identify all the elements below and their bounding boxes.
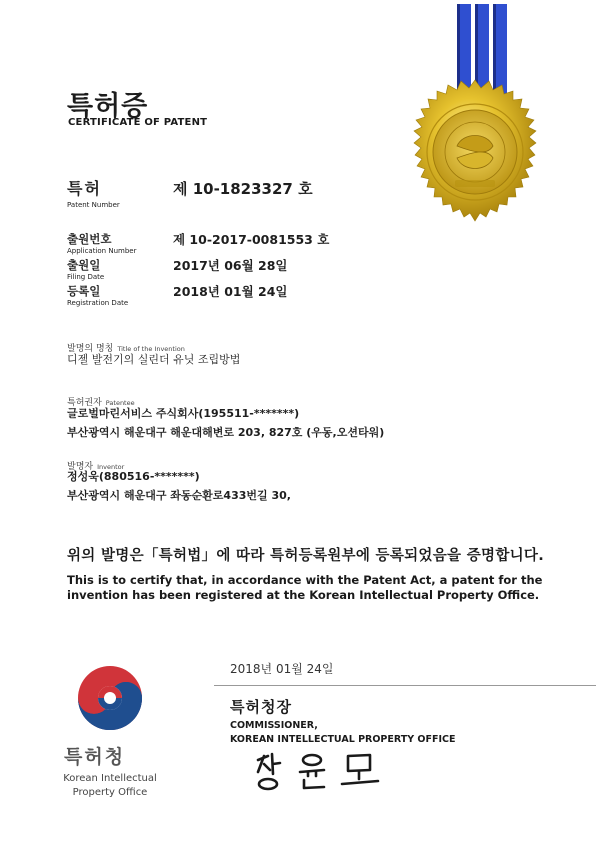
- application-number-value: 제 10-2017-0081553 호: [173, 232, 330, 247]
- invention-title-label-en: Title of the Invention: [117, 345, 185, 353]
- patent-number-label-ko: 특허: [67, 179, 102, 198]
- invention-title-label-ko: 발명의 명칭: [67, 344, 114, 354]
- filing-date-label-en: Filing Date: [67, 273, 105, 281]
- invention-title-value: 디젤 발전기의 실린더 유닛 조립방법: [67, 353, 241, 366]
- office-name-en: Korean Intellectual Property Office: [63, 773, 157, 798]
- inventor-address: 부산광역시 해운대구 좌동순환로433번길 30,: [67, 489, 291, 502]
- filing-date-label-ko: 출원일: [67, 258, 101, 272]
- application-number-label-en: Application Number: [67, 247, 137, 255]
- application-number-label: [67, 231, 136, 255]
- filing-date-label: [67, 257, 104, 281]
- gold-seal-with-ribbon-icon: [395, 0, 555, 235]
- commissioner-title-en-line1: COMMISSIONER,: [230, 720, 318, 731]
- patentee-name: 글로벌마린서비스 주식회사(195511-*******): [67, 407, 300, 420]
- commissioner-title-en-line2: KOREAN INTELLECTUAL PROPERTY OFFICE: [230, 734, 456, 745]
- patentee-address: 부산광역시 해운대구 해운대해변로 203, 827호 (우동,오션타워): [67, 426, 385, 439]
- signature-divider: [214, 685, 596, 686]
- patent-number-label-en: Patent Number: [67, 201, 120, 209]
- patent-number-label: [67, 176, 120, 209]
- kipo-logo-icon: [76, 664, 144, 732]
- registration-date-label: [67, 283, 128, 307]
- patentee-label-en: Patentee: [105, 399, 135, 407]
- patent-number-value: 제 10-1823327 호: [173, 180, 313, 198]
- inventor-name: 정성욱(880516-*******): [67, 470, 200, 483]
- commissioner-title-en: [230, 719, 455, 747]
- office-name-ko: 특허청: [64, 746, 126, 768]
- inventor-label-ko: 발명자: [67, 462, 94, 472]
- registration-date-label-ko: 등록일: [67, 284, 101, 298]
- registration-date-value: 2018년 01월 24일: [173, 284, 288, 299]
- registration-date-label-en: Registration Date: [67, 299, 129, 307]
- application-number-label-ko: 출원번호: [67, 232, 112, 246]
- certification-statement-en: This is to certify that, in accordance with the Patent Act, a patent for the invention has been registered at the Korean Intellectual Property Office.: [67, 573, 543, 602]
- certificate-title-en: CERTIFICATE OF PATENT: [68, 117, 208, 128]
- certificate-title-ko: 특허증: [67, 91, 149, 122]
- inventor-label-en: Inventor: [97, 463, 125, 471]
- commissioner-signature-icon: [250, 746, 390, 796]
- filing-date-value: 2017년 06월 28일: [173, 258, 288, 273]
- certification-statement-ko: 위의 발명은「특허법」에 따라 특허등록원부에 등록되었음을 증명합니다.: [67, 548, 545, 564]
- patentee-label-ko: 특허권자: [67, 398, 102, 408]
- issue-date: 2018년 01월 24일: [230, 662, 334, 676]
- commissioner-title-ko: 특허청장: [230, 698, 292, 716]
